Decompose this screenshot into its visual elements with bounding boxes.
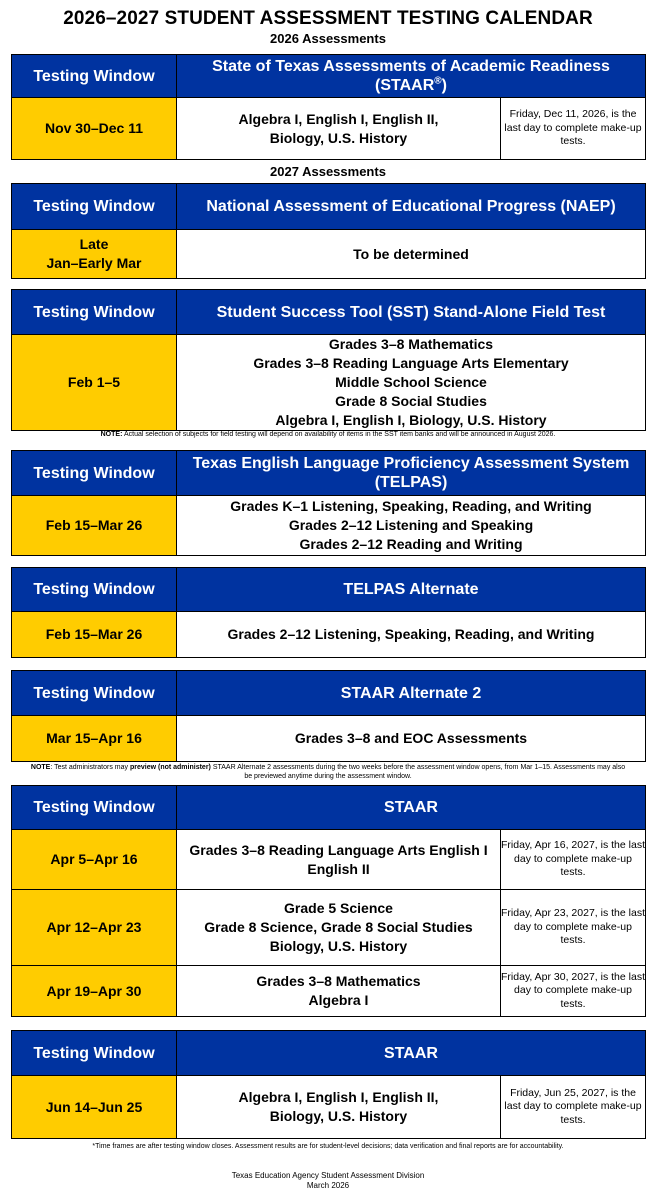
subjects-cell: Grade 5 Science Grade 8 Science, Grade 8 Social Studies Biology, U.S. History [177,890,501,966]
testing-window-cell: Late Jan–Early Mar [12,230,177,279]
makeup-note-cell: Friday, Apr 30, 2027, is the last day to complete make-up tests. [501,966,646,1017]
table-row [12,890,646,966]
sst-note: NOTE: Actual selection of subjects for field testing will depend on availability of items in the SST item banks and will be announced in August 2026. [100,431,556,438]
testing-window-header: Testing Window [12,1031,177,1076]
telpas-alternate-header: TELPAS Alternate [177,568,646,612]
testing-window-header: Testing Window [12,786,177,830]
page-footer [0,1171,656,1191]
testing-window-header: Testing Window [12,55,177,98]
staar-acronym: (STAAR [375,77,435,94]
testing-window-cell: Feb 15–Mar 26 [12,496,177,556]
makeup-note-cell: Friday, Apr 16, 2027, is the last day to complete make-up tests. [501,830,646,890]
footer-agency: Texas Education Agency Student Assessment Division [231,1171,425,1180]
testing-window-header: Testing Window [12,568,177,612]
subjects-cell: Algebra I, English I, English II, Biology, U.S. History [177,98,501,160]
testing-window-cell: Mar 15–Apr 16 [12,716,177,762]
makeup-note-cell: Friday, Dec 11, 2026, is the last day to complete make-up tests. [501,98,646,160]
footer-date: March 2026 [306,1181,350,1190]
subjects-cell: Grades 3–8 Mathematics Algebra I [177,966,501,1017]
makeup-note-cell: Friday, Jun 25, 2027, is the last day to complete make-up tests. [501,1076,646,1139]
subjects-cell: Grades 3–8 and EOC Assessments [177,716,646,762]
testing-window-header: Testing Window [12,671,177,716]
group-heading-2027: 2027 Assessments [270,164,386,179]
testing-window-cell: Jun 14–Jun 25 [12,1076,177,1139]
subjects-cell: Grades 2–12 Listening, Speaking, Reading, and Writing [177,612,646,658]
naep-header: National Assessment of Educational Progress (NAEP) [177,184,646,230]
testing-window-cell: Apr 12–Apr 23 [12,890,177,966]
subjects-cell: Grades 3–8 Reading Language Arts English I English II [177,830,501,890]
table-row [12,830,646,890]
footnote: *Time frames are after testing window closes. Assessment results are for student-level decisions; data verification and final reports are for accountability. [92,1143,564,1150]
telpas-section [11,450,646,556]
makeup-note-cell: Friday, Apr 23, 2027, is the last day to complete make-up tests. [501,890,646,966]
staar-spring-section [11,785,646,1017]
testing-window-header: Testing Window [12,451,177,496]
sst-section [11,289,646,431]
staar-header: STAAR [177,1031,646,1076]
staar-full-name-header: State of Texas Assessments of Academic Readiness (STAAR®) [177,55,646,98]
naep-section [11,183,646,279]
group-heading-2026: 2026 Assessments [270,31,386,46]
subjects-cell: Algebra I, English I, English II, Biology, U.S. History [177,1076,501,1139]
registered-mark: ® [434,75,442,87]
telpas-header: Texas English Language Proficiency Assessment System (TELPAS) [177,451,646,496]
subjects-cell: Grades K–1 Listening, Speaking, Reading, and Writing Grades 2–12 Listening and Speaking Grades 2–12 Reading and Writing [177,496,646,556]
subjects-cell: To be determined [177,230,646,279]
testing-window-cell: Apr 19–Apr 30 [12,966,177,1017]
sst-header: Student Success Tool (SST) Stand-Alone Field Test [177,290,646,335]
telpas-alternate-section [11,567,646,658]
table-row [12,966,646,1017]
staar-alternate-2-header: STAAR Alternate 2 [177,671,646,716]
staar-header: STAAR [177,786,646,830]
testing-window-cell: Feb 15–Mar 26 [12,612,177,658]
testing-window-cell: Apr 5–Apr 16 [12,830,177,890]
testing-window-header: Testing Window [12,290,177,335]
testing-window-cell: Nov 30–Dec 11 [12,98,177,160]
staar-alternate-2-section [11,670,646,762]
testing-window-header: Testing Window [12,184,177,230]
page-title: 2026–2027 STUDENT ASSESSMENT TESTING CALENDAR [63,8,593,29]
staar-alternate-2-note: NOTE: Test administrators may preview (not administer) STAAR Alternate 2 assessments during the two weeks before the assessment window opens, from Mar 1–15. Assessments may also be previewed anytime during the assessment window. [30,764,626,780]
staar-name: State of Texas Assessments of Academic Readiness [212,58,610,75]
staar-fall-section [11,54,646,160]
subjects-cell: Grades 3–8 Mathematics Grades 3–8 Reading Language Arts Elementary Middle School Science Grade 8 Social Studies Algebra I, English I, Biology, U.S. History [177,335,646,431]
testing-window-cell: Feb 1–5 [12,335,177,431]
staar-summer-section [11,1030,646,1139]
